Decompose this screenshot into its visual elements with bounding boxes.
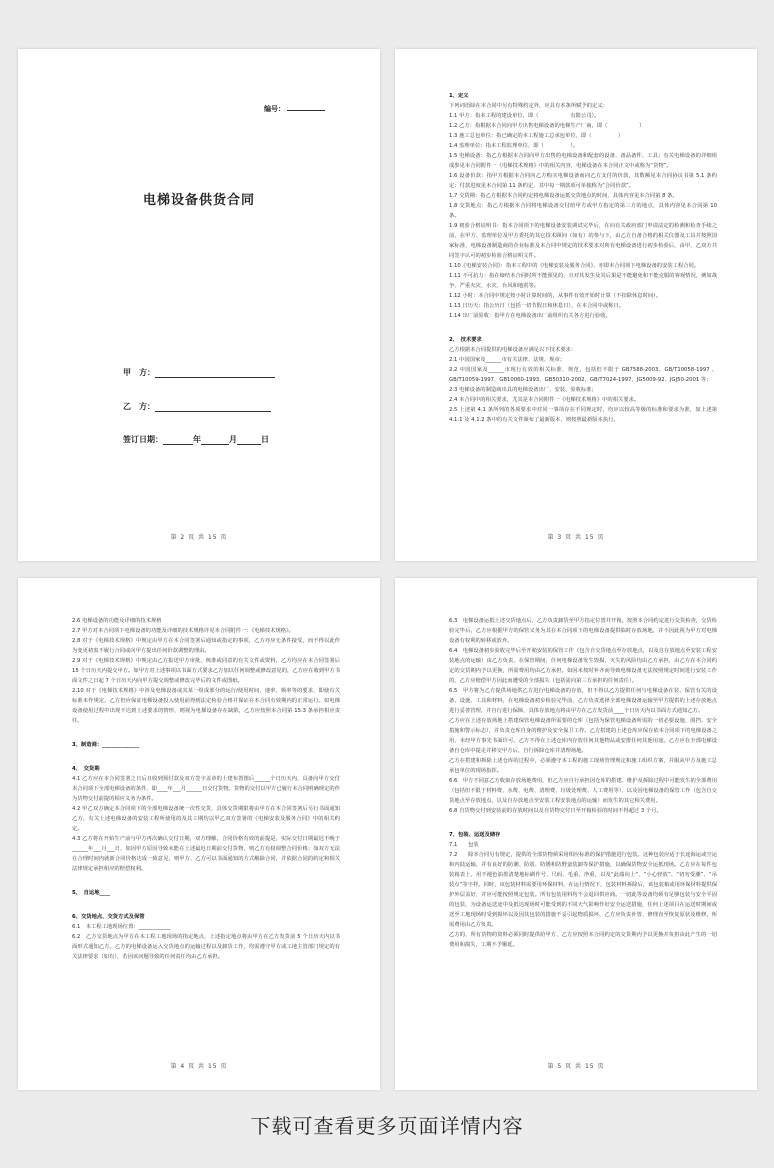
section-heading: 5、 自运地____ [72, 890, 111, 896]
clause-text: 2.8 对于《电梯技术规格》中规定由甲方在本合同签署后通知或指定的事项，乙方亦应无条件接受，而不得以此作为变更初衷不履行合同或向甲方提出任何价款调整的理由。 [72, 638, 340, 654]
clause-text: 7.1 包装 [449, 842, 479, 848]
clause-text: 1.4 监理单位：指本工程监理单位，即（ ）。 [449, 143, 579, 149]
clause-text: 1.7 交货期：指乙方根据本合同约定将电梯设备运抵交货地点的时间，具体内容见本合同第 8 条。 [449, 193, 678, 199]
clause-text: 2.6 电梯设备的功能及详细的技术规格 [72, 618, 162, 624]
clause-text: 4.1 乙方应在本合同签署之日后且收到预付款及双方签字盖章的土建布置图后______个日历天内，具备向甲方交付本合同项下全部电梯设备的条件，即____年___月______日交付货物。货物的交付以甲方已履行本合同明确规定的作为货物交付前提的相应义务为条件。 [72, 776, 340, 802]
section-heading: 2、 技术要求 [449, 337, 482, 343]
section-heading: 4、 交货期 [72, 766, 100, 772]
paragraph-spacer [72, 726, 340, 736]
party-a [123, 367, 275, 378]
clause-text: 2.4 本合同中的相关要求，尤其是本合同附件一《电梯技术规格》中的相关要求。 [449, 397, 640, 403]
page-body [449, 616, 717, 950]
paragraph-spacer [72, 750, 340, 760]
contract-number-label: 编号： [264, 105, 285, 113]
page-footer: 第 3 页 共 15 页 [547, 534, 605, 541]
clause-text: 4.2 甲乙双方确定本合同项下的全部电梯设备统一次性交货，具体交货期限将由甲方在本合同签署后另行书面通知乙方，有关上述电梯设备的安装工程所使用的及其工期均以甲乙双方签署的《电梯安装及服务合同》中的相关约定。 [72, 806, 340, 832]
clause-text: 6.3 电梯设备运抵上述交货地点后，乙方负责卸货至甲方指定位置并开箱，按照本合同约定进行交货检查，交货检验完毕后，乙方应根据甲方的保管义务为其在本合同项下的电梯设备提供临时存放场地，并不因此视为甲方对电梯设备有权利的转移或放弃。 [449, 618, 717, 644]
page-footer: 第 4 页 共 15 页 [170, 1063, 228, 1070]
clause-text: 乙方的，所有货物的资料必须同时提供给甲方，乙方应按照本合同约定的交货期内予以更换并负担由此产生的一切费用和损失，工期不予顺延。 [449, 932, 717, 948]
clause-text: 1.11 不可抗力：指在缔结本合同时所不能预见的，且对其发生及其后果是不能避免和不能克服的客观情况，例如战争、严重火灾、水灾、台风和地震等。 [449, 273, 717, 289]
clause-text: 乙方应在上述存放场地上搭建保管电梯设备所需要的仓库（包括为保管电梯设备所需的一切必要设施、围挡、安全措施和警示标志），并负责仓库自身的维护及安全保卫工作。乙方搭建的上述仓库应保存依本合同项下的电梯设备之用，未经甲方事先书面许可，乙方不得在上述仓库内存放任何其他物品或安排任何其他用途。乙方应在全部电梯设备自仓库中提走并移交甲方后，自行拆除仓库并清理场地。 [449, 718, 717, 754]
clause-text: 1.3 施工总包单位：指已确定的本工程施工总承包单位，即（ ） [449, 133, 624, 139]
download-more-caption[interactable]: 下载可查看更多页面详情内容 [250, 1114, 524, 1138]
year-blank [163, 435, 193, 445]
clause-text: 2.5 上述第 4.1 条所列的各项要求中对同一事项存在不同规定时，均应以较高等级的标准和要求为准，如上述第 4.1.1 及 4.1.2 条中的有关文件颁布了最新版本，则按照最新版本执行。 [449, 407, 717, 423]
clause-text: 乙方在搭建和拆除上述仓库的过程中，必须遵守本工程的施工现场管理规定和施工组织方案，并服从甲方及施工总承包单位的现场指挥。 [449, 758, 717, 774]
page-body [449, 87, 717, 425]
clause-text: 6.6 甲方不同意乙方收取存放场地费用，但乙方应自行承担因仓库的搭建、维护及拆除过程中可能发生的全部费用（包括但不限于材料费、水费、电费、清理费、垃圾处理费、人工费用等），以及因电梯设备的保管工作（包含自交货地点至存放地点，以及自存放地点至安装工程安装地点的运输）而发生的其它相关费用。 [449, 778, 717, 804]
clause-text: 1.5 电梯设备：指乙方根据本合同向甲方出售的电梯设备和配套的设备、备品备件、工具；有关电梯设备的详细组成参见本合同附件一《电梯技术规格》中的相关内容，电梯设备在本合同正文中或称为“货物”。 [449, 153, 717, 169]
party-b-label: 乙 方： [123, 402, 155, 411]
paragraph-spacer [449, 816, 717, 826]
contract-title: 电梯设备供货合同 [142, 193, 255, 208]
clause-text: 2.7 甲方对本合同项下电梯设备的功能及详细的技术规格详见本合同附件一：《电梯技术规格》。 [72, 628, 294, 634]
clause-text: 下列词语除在本合同中另有特殊约定外，应具有本条所赋予的定义： [449, 103, 608, 109]
clause-text: 1.13 日历天：指公历日（包括一切节假日和休息日），在本合同中或称日。 [449, 303, 625, 309]
party-a-label: 甲 方： [123, 368, 155, 377]
clause-text: 6.4 电梯设备初步验收完毕后至开箱安装的保管工作（包含自交货地点至存放地点，以及自存放地点至安装工程安装地点的运输）由乙方负责，在保管期间，任何电梯设备发生毁损，灭失的风险均由乙方承担，由乙方在本合同约定的交货期内予以更换，所需费用均由乙方承担。如因未按时补齐而导致电梯设备无法按照规定时间进行安装工作的，乙方应赔偿甲方因此而遭受的全部损失（包括需向第三方承担的任何责任）。 [449, 648, 717, 684]
clause-text: 2.10 对于《电梯技术规格》中涉及电梯设备或其某一组成部分的运行/使用时间、速率、频率等的要求，即使有关标准未作规定，乙方仍应保证电梯设备投入使用前得到法定检验合格并保证在本合同有效期内的正常运行。如电梯设备使用过程中出现不达到上述要求的情形，则视为电梯设备存在缺陷，乙方应按照本合同第 15.3 条承担相应责任。 [72, 688, 340, 724]
party-a-blank [155, 368, 275, 378]
paragraph-spacer [72, 898, 340, 908]
clause-text: 1.8 交货地点：指乙方根据本合同将电梯设备交付给甲方或甲方指定的第三方的地点，具体内容见本合同第 10 条。 [449, 203, 717, 219]
section-heading: 6、交货地点、交货方式及保管 [72, 914, 145, 920]
month-blank [201, 435, 229, 445]
clause-text: 6.1 本工程工地现场位置：____________ [72, 924, 171, 930]
contract-number [264, 104, 325, 114]
contract-page-3 [395, 49, 757, 561]
signing-date [123, 434, 269, 445]
year-label: 年 [193, 435, 201, 444]
page-body [72, 616, 340, 962]
clause-text: 2.2 中国国家及______市现行有效的相关标准、规范，包括但不限于 GB7588-2003、GB/T10058-1997 、GB/T10059-1997、GB10060-1993、GB50310-2002、GB/T7024-1997、JG5009-92、JGJ50-2001 等； [449, 367, 717, 383]
contract-page-5 [395, 578, 757, 1090]
clause-text: 6.2 乙方交货地点为甲方在本工程工地现场的指定地点，上述指定地点将由甲方在乙方发货前 5 个日历天内以书面形式通知乙方。乙方的电梯设备运入交货地点的运输过程以及卸货工作，均需遵守甲方或工地主管部门规定的有关法律要求（如有），若因该问题导致的任何责任均由乙方承担。 [72, 934, 340, 960]
clause-text: 2.1 中国国家及______市有关法律、法规、规章； [449, 357, 566, 363]
section-heading: 3、制造商：______________ [72, 742, 140, 748]
clause-text: 1.10《电梯安装合同》：指本工程中的《电梯安装及服务合同》，亦即本合同项下电梯设备的安装工程合同。 [449, 263, 700, 269]
clause-text: 1.6 设备价款：指甲方根据本合同向乙方购买电梯设备而向乙方支付的价款，其数额见本合同协议书第 5.1 条约定；付款进度见本合同第 11 条约定，其中每一期款项可单独称为“合同价款”。 [449, 173, 717, 189]
signing-date-label: 签订日期： [123, 435, 163, 444]
clause-text: 4.3 乙方将在开始生产前与甲方再次确认交付日期，双方理解，合同价格有效的前提是，实际交付日期最迟不晚于______年___月___日，如因甲方原因导致未能在上述最迟日期前交付货物，则乙方有权调整合同价格；如双方无法在合理时间内就新合同价格达成一致意见，则甲方、乙方可以书面通知的方式解除合同，并依据合同的约定和相关法律规定承担相应的赔偿权利。 [72, 836, 340, 872]
clause-text: 1.14 出厂前验收：指甲方在电梯设备出厂前组织有关各方进行验收。 [449, 313, 611, 319]
clause-text: 乙方根据本合同提供的电梯设备应满足以下技术要求： [449, 347, 577, 353]
party-b [123, 401, 271, 412]
clause-text: 7.2 除本合同另有规定，提供的全部货物须采用相应标准的保护措施进行包装。这种包装应适于长途海运或空运和内陆运输，并有良好的防潮、防震、防锈和防野蛮装卸等保护措施，以确保货物安全运抵现场。乙方应在每件包装箱表上，用不褪色油墨清楚地标刷作号、尺码、毛重、净重，以及“此端向上”、“小心轻放”、“切勿受潮”、“吊装点”等字样。同时，该包装材料需要用环保材料，在运行情况下，包装材料拆除后，该包装箱或用环保材料提供保护外层盖好，并应可能按照规定包装。所有包装用料均不会退回供应商。一切此等设备均须有足够包装与安全平固的包装，为设备运送途中及抵达现场时可能受到的不同天气影响作好安全运送措施，任何上述项目在运送时期间或送至工地现场时受到损坏以及因其包装的措施不妥引起物质损坏，乙方应负责补置、修理直至恢复原状及维修，所需费用由乙方负责。 [449, 852, 717, 928]
clause-text: 1.2 乙方：指根据本合同向甲方出售电梯设备的电梯生产厂商，即（ ） [449, 123, 645, 129]
day-blank [237, 435, 261, 445]
clause-text: 1.12 小时：本合同中规定按小时计算时间的，从事件有效开始时计算（不扣除休息时间）。 [449, 293, 662, 299]
contract-number-blank [287, 110, 325, 111]
section-heading: 7、包装、运送及储存 [449, 832, 501, 838]
contract-page-4 [18, 578, 380, 1090]
clause-text: 6.8 自货物交付到安装前的存放时间以及自货物交付日至开箱检验的时间不得超过 3 个月。 [449, 808, 662, 814]
day-label: 日 [261, 435, 269, 444]
clause-text: 1.9 初验合格证明书：指本合同项下的电梯设备安装调试完毕后，在向有关政府部门申请法定的检测和检查手续之前，在甲方、监理单位及甲方委托的其它技术顾问（如有）的参与下，由乙方自备合格的相关仪器及工具并按照国家标准、电梯设备制造商的企业标准及本合同中规定的技术要求对所有电梯设备进行初步检验后，由甲、乙双方共同签字认可的初步检验合格证明文件。 [449, 223, 717, 259]
clause-text: 6.5 甲方将为乙方提供场地供乙方进行电梯设备的存放，但不得以乙方提供任何与电梯设备在装、保管有关的设备、设施、工具和材料，在电梯设备初步检验完毕前，乙方负责选择全部电梯设备运输至甲方提供的上述存放地点进行妥善管理，并自行进行保障，具体存放地点将由甲方在乙方发货前____个日历天内以书面方式通知乙方。 [449, 688, 717, 714]
clause-text: 2.3 电梯设备的制造商出具的电梯设备出厂、安装、验收标准； [449, 387, 597, 393]
page-footer: 第 2 页 共 15 页 [170, 534, 228, 541]
page-footer: 第 5 页 共 15 页 [547, 1063, 605, 1070]
paragraph-spacer [449, 321, 717, 331]
party-b-blank [155, 402, 271, 412]
paragraph-spacer [72, 874, 340, 884]
section-heading: 1、定义 [449, 93, 469, 99]
contract-cover-page [18, 49, 380, 561]
clause-text: 2.9 对于《电梯技术规格》中规定由乙方报送甲方审批、核准或同意的有关文件或资料，乙方均应在本合同签署后 15 个日历天内提交甲方。如甲方对上述事项以书面方式要求乙方加以任何调整或修改意见的，乙方应在收到甲方书面文件之日起 7 个日历天内向甲方提交调整或修改完毕后的文件或图纸。 [72, 658, 340, 684]
month-label: 月 [229, 435, 237, 444]
clause-text: 1.1 甲方：指本工程的建设单位，即（ 有限公司）。 [449, 113, 600, 119]
